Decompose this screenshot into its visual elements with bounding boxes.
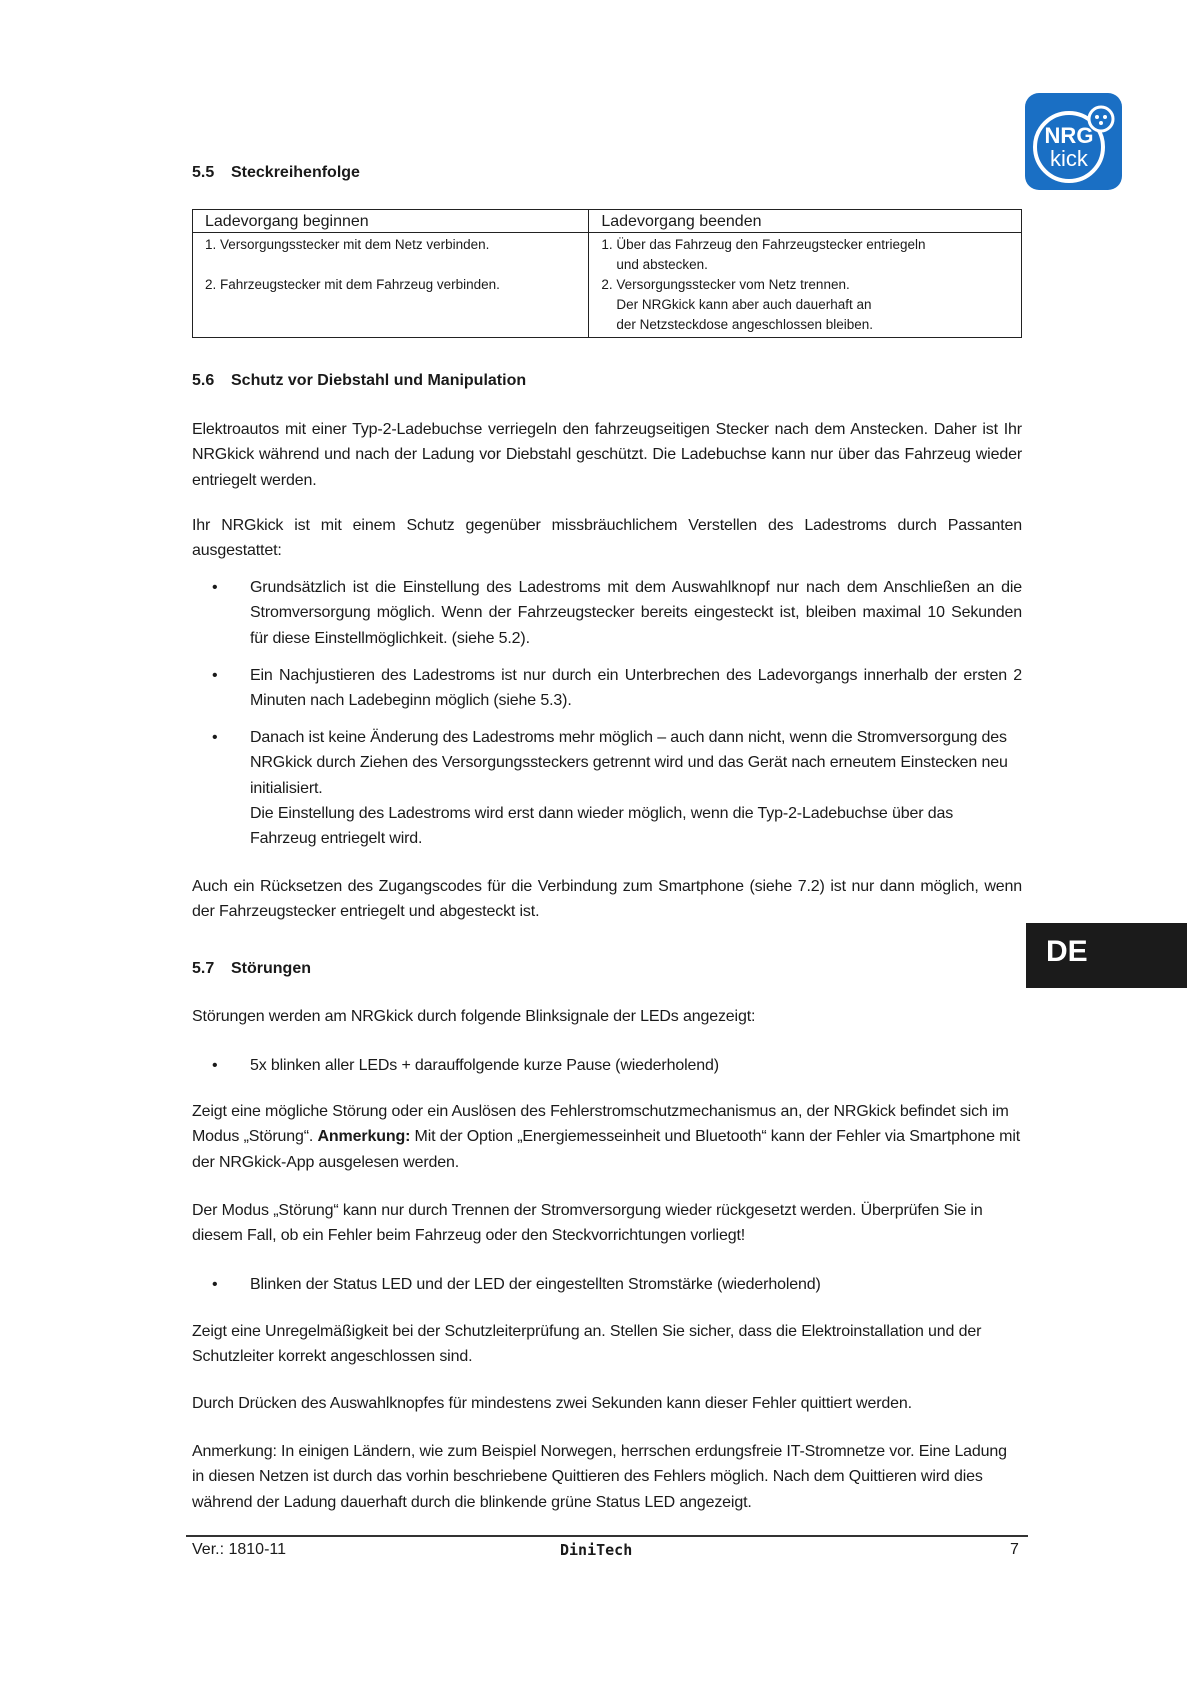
paragraph: Durch Drücken des Auswahlknopfes für mindestens zwei Sekunden kann dieser Fehler quittiert werden. (192, 1395, 912, 1412)
section-heading-5-6: 5.6 Schutz vor Diebstahl und Manipulation (192, 372, 527, 389)
svg-text:NRG: NRG (1044, 123, 1094, 148)
table-cell: 1. Über das Fahrzeug den Fahrzeugstecker entriegeln und abstecken. 2. Versorgungsstecker vom Netz trennen. Der NRGkick kann aber auch dauerhaft an der Netzsteckdose angeschlossen bleiben. (589, 233, 1022, 338)
paragraph: Anmerkung: In einigen Ländern, wie zum Beispiel Norwegen, herrschen erdungsfreie IT-Stromnetze vor. Eine Ladung in diesen Netzen ist durch das vorhin beschriebene Quittieren des Fehlers möglich. Nach dem Quittieren wird dies während der Ladung dauerhaft durch die blinkende grüne Status LED angezeigt. (192, 1443, 1007, 1511)
table-header: Ladevorgang beenden (589, 210, 1022, 233)
footer-version: Ver.: 1810-11 (192, 1541, 286, 1558)
plug-sequence-table (192, 209, 1022, 338)
bullet-item: • Ein Nachjustieren des Ladestroms ist nur durch ein Unterbrechen des Ladevorgangs innerhalb der ersten 2 Minuten nach Ladebeginn möglich (siehe 5.3). (212, 667, 1022, 710)
footer-divider (186, 1535, 1028, 1537)
paragraph: Zeigt eine Unregelmäßigkeit bei der Schutzleiterprüfung an. Stellen Sie sicher, dass die Elektroinstallation und der Schutzleiter korrekt angeschlossen sind. (192, 1323, 982, 1366)
paragraph: Störungen werden am NRGkick durch folgende Blinksignale der LEDs angezeigt: (192, 1008, 756, 1025)
paragraph: Auch ein Rücksetzen des Zugangscodes für die Verbindung zum Smartphone (siehe 7.2) ist nur dann möglich, wenn der Fahrzeugstecker entriegelt und abgesteckt ist. (192, 878, 1022, 921)
page-number: 7 (1010, 1541, 1019, 1558)
paragraph: Elektroautos mit einer Typ-2-Ladebuchse verriegeln den fahrzeugseitigen Stecker nach dem Anstecken. Daher ist Ihr NRGkick während und nach der Ladung vor Diebstahl geschützt. Die Ladebuchse kann nur über das Fahrzeug wieder entriegelt werden. (192, 421, 1022, 489)
language-tab-de: DE (1026, 923, 1187, 988)
bullet-item: • Grundsätzlich ist die Einstellung des Ladestroms mit dem Auswahlknopf nur nach dem Anschließen an die Stromversorgung möglich. Wenn der Fahrzeugstecker bereits eingesteckt ist, bleiben maximal 10 Sekunden für diese Einstellmöglichkeit. (siehe 5.2). (212, 579, 1022, 647)
svg-text:kick: kick (1050, 146, 1088, 171)
table-cell: 1. Versorgungsstecker mit dem Netz verbinden. 2. Fahrzeugstecker mit dem Fahrzeug verbinden. (193, 233, 589, 338)
section-heading-5-7: 5.7 Störungen (192, 960, 311, 977)
bullet-item: • Danach ist keine Änderung des Ladestroms mehr möglich – auch dann nicht, wenn die Stromversorgung des NRGkick durch Ziehen des Versorgungssteckers getrennt wird und das Gerät nach erneutem Einstecken neu initialisiert. Die Einstellung des Ladestroms wird erst dann wieder möglich, wenn die Typ-2-Ladebuchse über das Fahrzeug entriegelt wird. (212, 729, 1008, 848)
nrgkick-logo-icon (1025, 93, 1122, 190)
footer-brand-logo: DiniTech (560, 1541, 633, 1559)
bullet-item: • Blinken der Status LED und der LED der eingestellten Stromstärke (wiederholend) (212, 1276, 821, 1293)
paragraph: Der Modus „Störung“ kann nur durch Trennen der Stromversorgung wieder rückgesetzt werden. Überprüfen Sie in diesem Fall, ob ein Fehler beim Fahrzeug oder den Steckvorrichtungen vorliegt! (192, 1202, 983, 1245)
bullet-item: • 5x blinken aller LEDs + darauffolgende kurze Pause (wiederholend) (212, 1057, 719, 1074)
paragraph: Ihr NRGkick ist mit einem Schutz gegenüber missbräuchlichem Verstellen des Ladestroms durch Passanten ausgestattet: (192, 517, 1022, 560)
nrgkick-logo (1025, 93, 1122, 190)
table-header: Ladevorgang beginnen (193, 210, 589, 233)
section-heading-5-5: 5.5 Steckreihenfolge (192, 164, 360, 181)
paragraph: Zeigt eine mögliche Störung oder ein Auslösen des Fehlerstromschutzmechanismus an, der NRGkick befindet sich im Modus „Störung“. Anmerkung: Mit der Option „Energiemesseinheit und Bluetooth“ kann der Fehler via Smartphone mit der NRGkick-App ausgelesen werden. (192, 1103, 1021, 1171)
